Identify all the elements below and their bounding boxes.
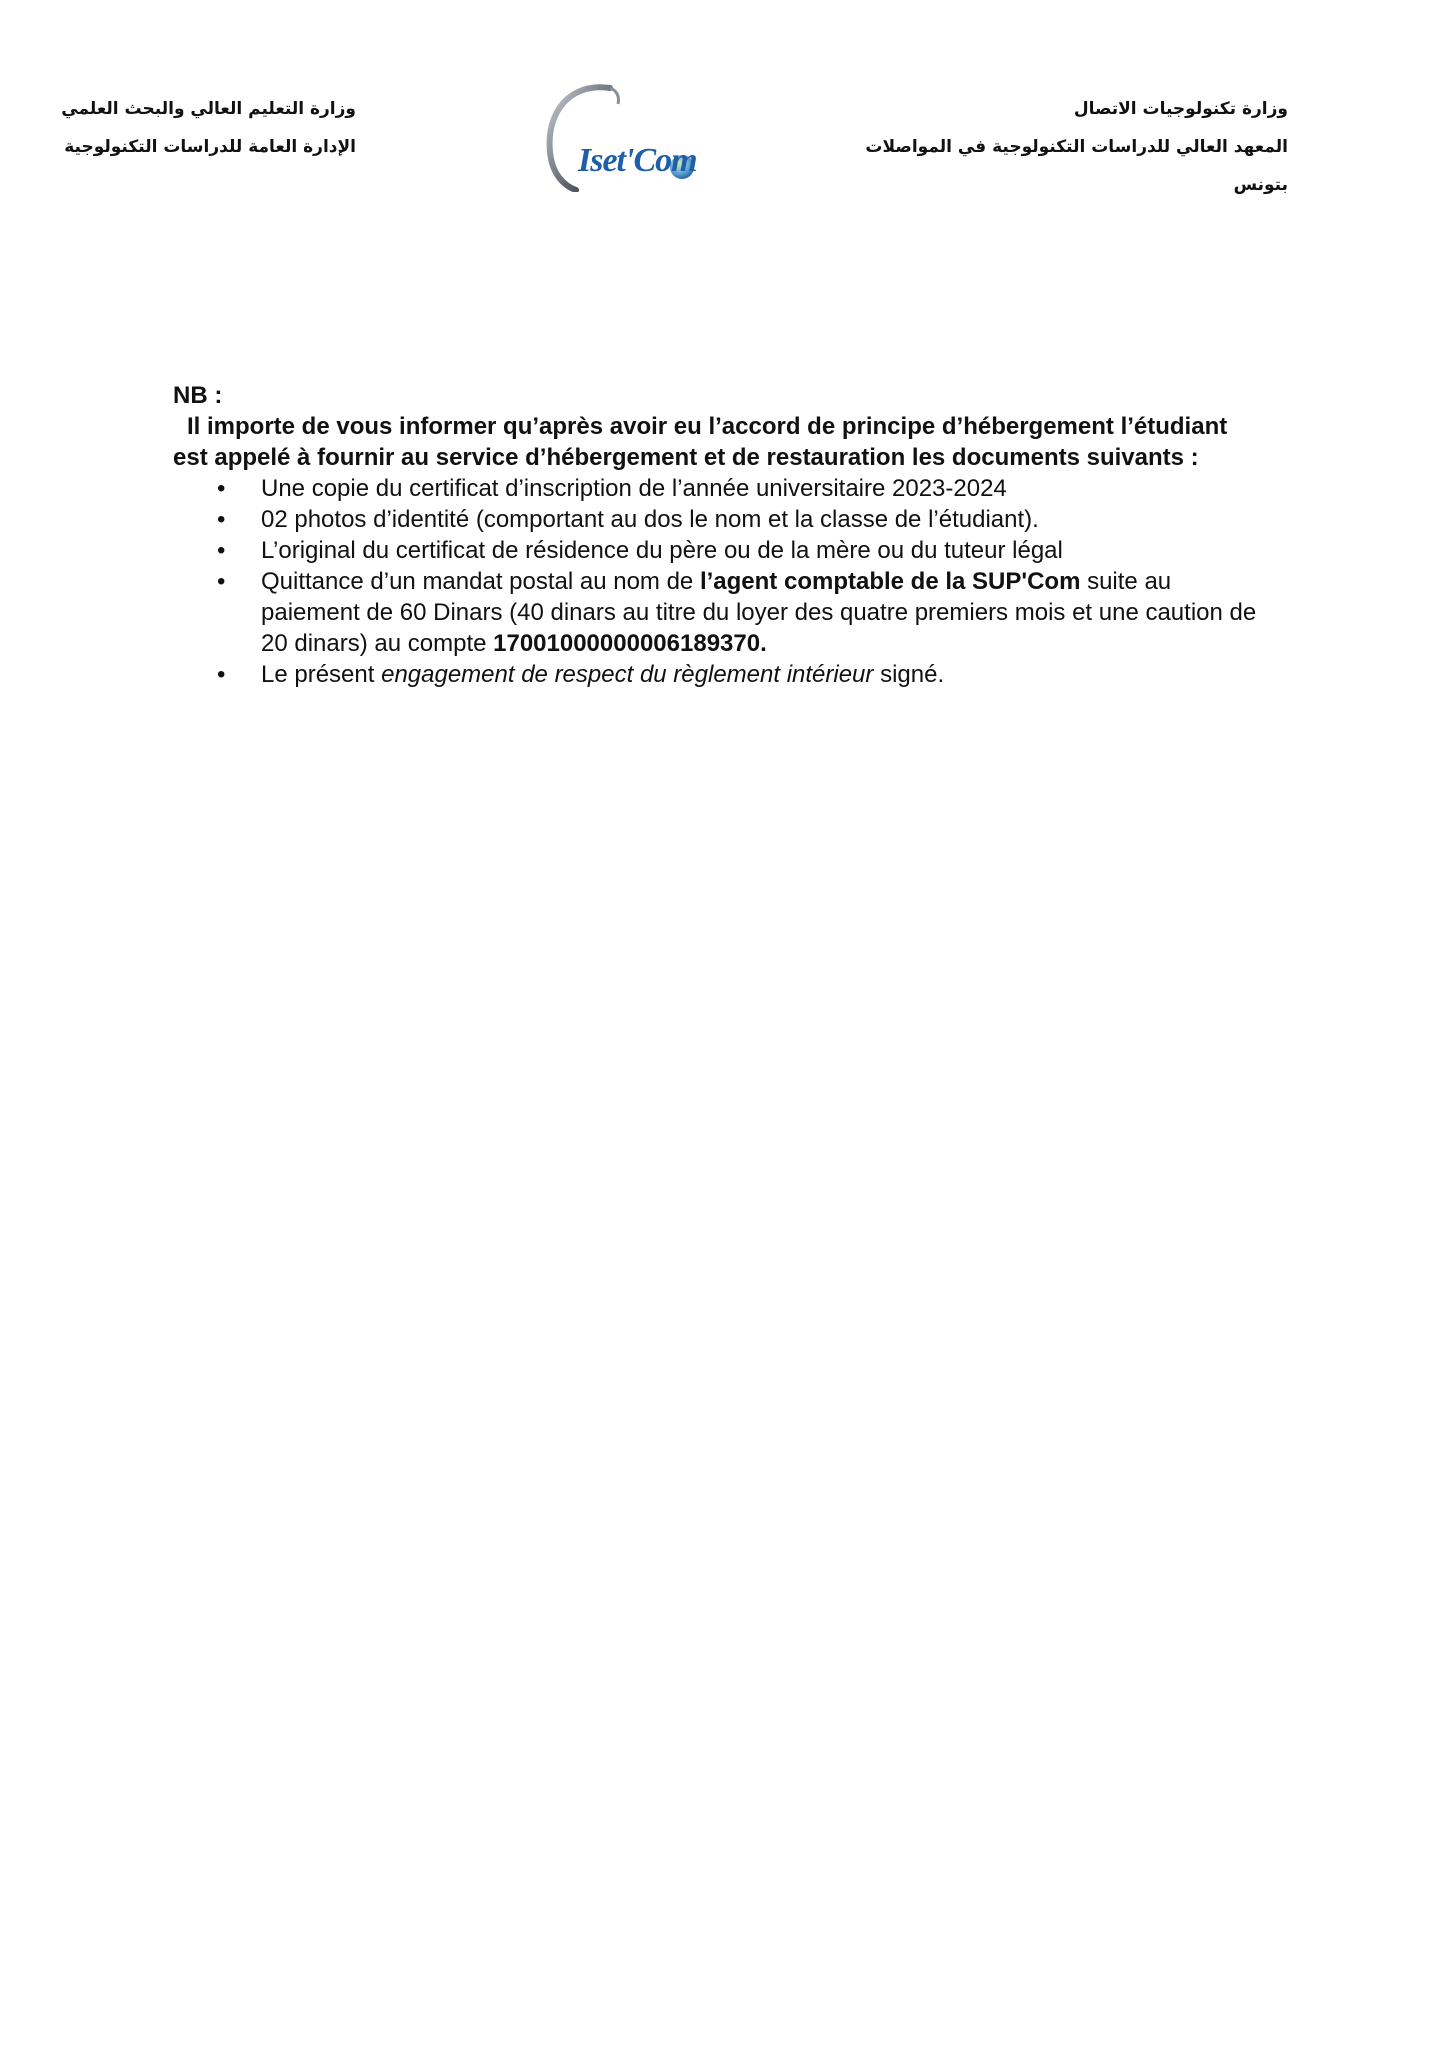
engagement-title: engagement de respect du règlement intérieur xyxy=(381,661,874,688)
letterhead xyxy=(0,0,1448,220)
notice-body xyxy=(173,380,1263,690)
item-text: Le présent xyxy=(261,661,382,688)
list-item xyxy=(261,566,1263,659)
higher-institute-name: المعهد العالي للدراسات التكنولوجية في المواصلات بتونس xyxy=(865,137,1288,195)
required-documents-list xyxy=(173,473,1263,690)
ministry-higher-education: وزارة التعليم العالي والبحث العلمي xyxy=(61,99,356,119)
logo-text: Iset'Com xyxy=(578,142,697,179)
nb-label: NB : xyxy=(173,382,223,409)
list-item: • Une copie du certificat d’inscription de l’année universitaire 2023-2024 xyxy=(261,473,1263,504)
list-item xyxy=(261,659,1263,690)
list-item: • 02 photos d’identité (comportant au dos le nom et la classe de l’étudiant). xyxy=(261,504,1263,535)
item-text: suite au paiement de 60 Dinars (40 dinars au titre du loyer des quatre premiers mois et une caution de 20 dinars) au compte xyxy=(261,568,1257,657)
accounting-agent-name: l’agent comptable de la SUP'Com xyxy=(699,568,1081,595)
item-text: signé. xyxy=(873,661,945,688)
isetcom-logo xyxy=(540,82,730,192)
ministry-communication-block xyxy=(828,90,1288,204)
ministry-communication-technologies: وزارة تكنولوجيات الاتصال xyxy=(1073,99,1288,119)
account-number: 17001000000006189370. xyxy=(493,630,767,657)
general-directorate-tech-studies: الإدارة العامة للدراسات التكنولوجية xyxy=(64,137,356,157)
item-text: Quittance d’un mandat postal au nom de xyxy=(261,568,700,595)
intro-paragraph: Il importe de vous informer qu’après avoir eu l’accord de principe d’hébergement l’étudiant est appelé à fournir au service d’hébergement et de restauration les documents suivants : xyxy=(173,413,1228,471)
list-item: • L’original du certificat de résidence du père ou de la mère ou du tuteur légal xyxy=(261,535,1263,566)
ministry-higher-education-block xyxy=(56,90,356,166)
